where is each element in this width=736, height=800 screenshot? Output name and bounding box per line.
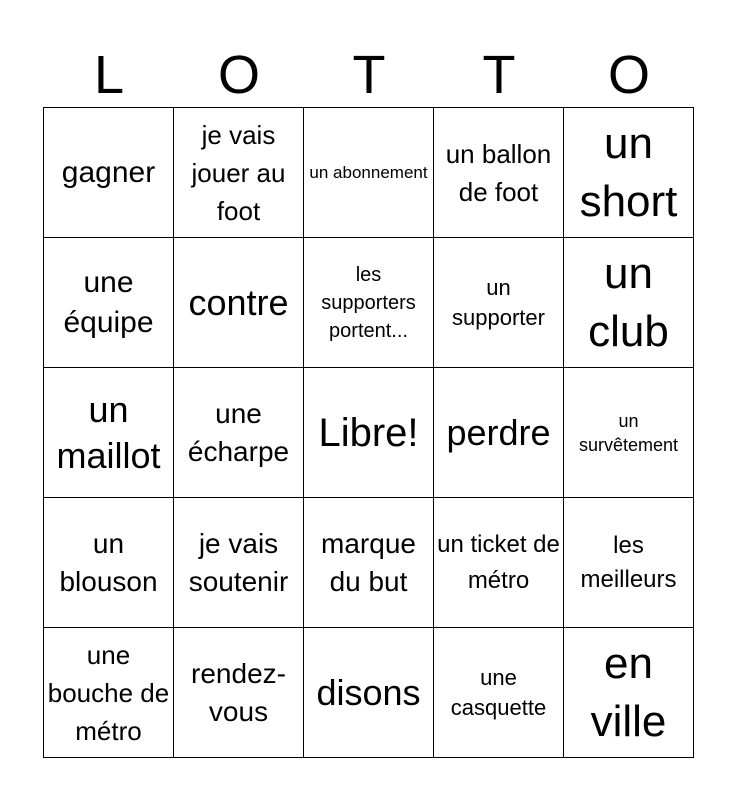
cell-text: une écharpe (187, 397, 290, 467)
bingo-cell[interactable] (44, 498, 174, 628)
cell-text: une bouche de métro (47, 639, 170, 746)
cell-text: je vais soutenir (188, 527, 289, 597)
title-letter: O (217, 45, 260, 105)
cell-text: un maillot (56, 388, 161, 476)
bingo-cell[interactable] (564, 238, 694, 368)
bingo-cell[interactable] (174, 498, 304, 628)
cell-text: un club (588, 248, 669, 356)
cell-text: une casquette (450, 664, 547, 720)
cell-text: un blouson (59, 527, 158, 597)
cell-text: je vais jouer au foot (191, 119, 286, 226)
bingo-cell[interactable] (434, 238, 564, 368)
cell-text: un ballon de foot (445, 138, 552, 207)
cell-text: en ville (590, 638, 667, 746)
bingo-board (43, 107, 694, 758)
cell-text: marque du but (321, 527, 416, 597)
bingo-cell[interactable] (564, 498, 694, 628)
cell-text: un short (579, 118, 678, 226)
bingo-cell[interactable] (434, 108, 564, 238)
bingo-cell[interactable] (434, 498, 564, 628)
bingo-cell[interactable] (304, 238, 434, 368)
bingo-cell[interactable] (44, 628, 174, 758)
bingo-cell[interactable] (564, 368, 694, 498)
cell-text: les supporters portent... (321, 263, 416, 342)
bingo-cell[interactable] (564, 108, 694, 238)
bingo-cell[interactable] (304, 368, 434, 498)
cell-text: un supporter (452, 274, 545, 330)
cell-text: perdre (446, 411, 551, 453)
title-letter: O (607, 45, 650, 105)
cell-text: les meilleurs (580, 531, 677, 593)
lotto-title (44, 44, 694, 106)
cell-text: contre (188, 281, 289, 323)
title-letter: L (93, 45, 125, 105)
bingo-cell[interactable] (44, 238, 174, 368)
bingo-cell[interactable] (44, 108, 174, 238)
title-letter: T (482, 45, 516, 105)
bingo-cell[interactable] (174, 628, 304, 758)
cell-text: un survêtement (578, 410, 679, 455)
bingo-cell[interactable] (304, 108, 434, 238)
cell-text: rendez-vous (191, 657, 286, 727)
bingo-cell[interactable] (304, 498, 434, 628)
cell-text: disons (316, 671, 421, 713)
cell-text: une équipe (63, 265, 154, 339)
cell-text: un ticket de métro (437, 530, 560, 594)
bingo-cell[interactable] (304, 628, 434, 758)
bingo-cell[interactable] (434, 368, 564, 498)
bingo-cell[interactable] (174, 238, 304, 368)
cell-text: Libre! (318, 410, 419, 455)
title-letter: T (352, 45, 386, 105)
cell-text: gagner (61, 155, 156, 189)
bingo-cell[interactable] (564, 628, 694, 758)
cell-text: un abonnement (309, 162, 428, 182)
bingo-cell[interactable] (44, 368, 174, 498)
bingo-cell[interactable] (174, 368, 304, 498)
bingo-cell[interactable] (174, 108, 304, 238)
bingo-cell[interactable] (434, 628, 564, 758)
